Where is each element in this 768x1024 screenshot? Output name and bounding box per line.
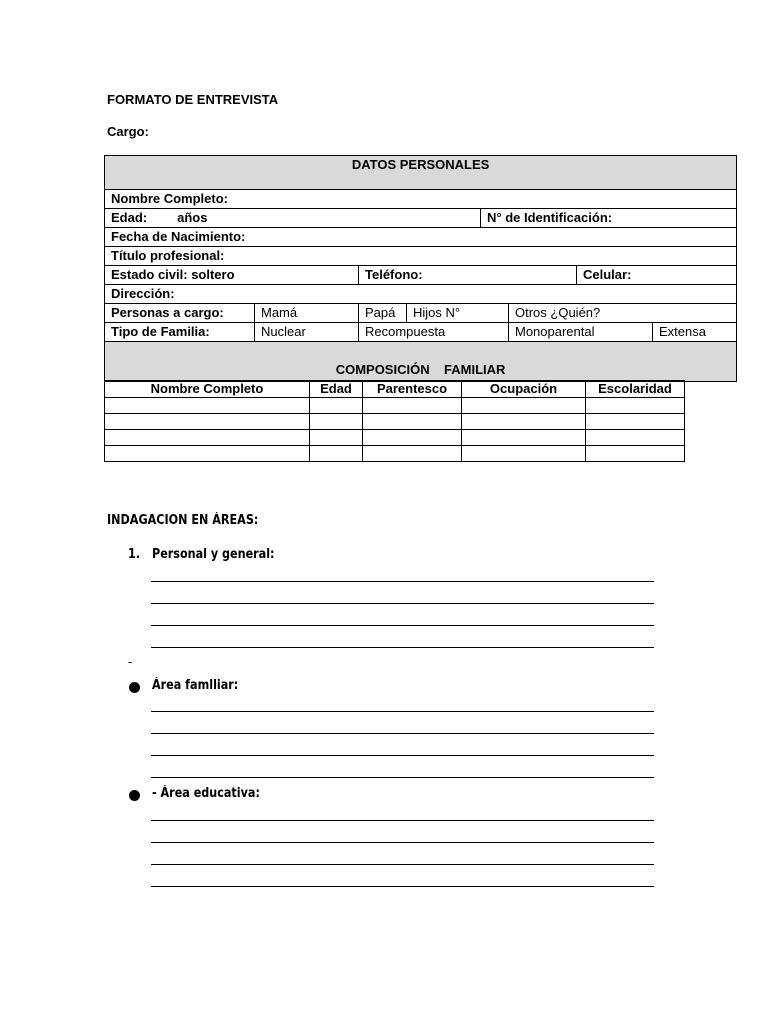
- column-header-nombre: Nombre Completo: [105, 381, 310, 398]
- nombre-completo-field[interactable]: [105, 190, 737, 209]
- column-header-edad: Edad: [310, 381, 363, 398]
- table-cell[interactable]: [462, 414, 586, 430]
- answer-line[interactable]: [151, 842, 654, 843]
- edad-label: Edad:: [111, 210, 148, 225]
- table-cell[interactable]: [586, 446, 685, 462]
- area-educativa-label: - Área educativa:: [152, 786, 260, 801]
- monoparental-option[interactable]: Monoparental: [509, 323, 653, 342]
- cargo-label: Cargo:: [107, 124, 149, 139]
- estado-civil-label: Estado civil: soltero: [111, 267, 235, 282]
- fecha-nacimiento-field[interactable]: [105, 228, 737, 247]
- titulo-profesional-label: Título profesional:: [111, 248, 225, 263]
- table-cell[interactable]: [310, 446, 363, 462]
- answer-line[interactable]: [151, 886, 654, 887]
- answer-line[interactable]: [151, 733, 654, 734]
- answer-line[interactable]: [151, 777, 654, 778]
- table-cell[interactable]: [310, 430, 363, 446]
- indagacion-heading: INDAGACION EN ÁREAS:: [107, 513, 259, 528]
- table-cell[interactable]: [462, 430, 586, 446]
- mama-option[interactable]: Mamá: [255, 304, 359, 323]
- answer-line[interactable]: [151, 625, 654, 626]
- table-cell[interactable]: [310, 398, 363, 414]
- telefono-field[interactable]: [359, 266, 577, 285]
- table-row: [105, 398, 685, 414]
- personas-cargo-label: Personas a cargo:: [105, 304, 255, 323]
- table-cell[interactable]: [462, 398, 586, 414]
- column-header-escolaridad: Escolaridad: [586, 381, 685, 398]
- recompuesta-option[interactable]: Recompuesta: [359, 323, 509, 342]
- papa-option[interactable]: Papá: [359, 304, 407, 323]
- titulo-profesional-field[interactable]: [105, 247, 737, 266]
- table-cell[interactable]: [363, 414, 462, 430]
- personal-general-label: Personal y general:: [152, 547, 275, 562]
- identificacion-label: N° de Identificación:: [487, 210, 613, 225]
- table-cell[interactable]: [586, 398, 685, 414]
- hijos-option[interactable]: Hijos N°: [407, 304, 509, 323]
- answer-line[interactable]: [151, 820, 654, 821]
- table-cell[interactable]: [363, 446, 462, 462]
- nombre-completo-label: Nombre Completo:: [111, 191, 228, 206]
- table-row: [105, 430, 685, 446]
- table-cell[interactable]: [105, 414, 310, 430]
- estado-civil-field[interactable]: [105, 266, 359, 285]
- anos-label: años: [177, 210, 208, 225]
- item1-number: 1.: [128, 547, 141, 562]
- telefono-label: Teléfono:: [365, 267, 423, 282]
- table-cell[interactable]: [363, 430, 462, 446]
- table-cell[interactable]: [586, 430, 685, 446]
- celular-label: Celular:: [583, 267, 632, 282]
- table-row: [105, 446, 685, 462]
- extensa-option[interactable]: Extensa: [653, 323, 737, 342]
- celular-field[interactable]: [577, 266, 737, 285]
- answer-line[interactable]: [151, 755, 654, 756]
- bullet-icon: [129, 682, 140, 693]
- direccion-field[interactable]: [105, 285, 737, 304]
- dash-marker: -: [128, 654, 133, 669]
- composicion-familiar-header: COMPOSICIÓN FAMILIAR: [105, 342, 737, 382]
- answer-line[interactable]: [151, 647, 654, 648]
- edad-field[interactable]: [105, 209, 481, 228]
- otros-option[interactable]: Otros ¿Quién?: [509, 304, 737, 323]
- answer-line[interactable]: [151, 581, 654, 582]
- table-cell[interactable]: [105, 446, 310, 462]
- datos-personales-table: [104, 155, 737, 382]
- answer-line[interactable]: [151, 864, 654, 865]
- answer-line[interactable]: [151, 603, 654, 604]
- identificacion-field[interactable]: [481, 209, 737, 228]
- composicion-familiar-table: [104, 380, 685, 462]
- table-cell[interactable]: [105, 398, 310, 414]
- table-cell[interactable]: [310, 414, 363, 430]
- area-familiar-label: Área famlliar:: [152, 678, 239, 693]
- tipo-familia-label: Tipo de Familia:: [105, 323, 255, 342]
- datos-personales-header: DATOS PERSONALES: [105, 156, 737, 190]
- table-cell[interactable]: [105, 430, 310, 446]
- table-row: [105, 414, 685, 430]
- column-header-parentesco: Parentesco: [363, 381, 462, 398]
- table-cell[interactable]: [462, 446, 586, 462]
- document-title: FORMATO DE ENTREVISTA: [107, 92, 279, 107]
- direccion-label: Dirección:: [111, 286, 175, 301]
- nuclear-option[interactable]: Nuclear: [255, 323, 359, 342]
- answer-line[interactable]: [151, 711, 654, 712]
- column-header-ocupacion: Ocupación: [462, 381, 586, 398]
- bullet-icon: [129, 790, 140, 801]
- fecha-nacimiento-label: Fecha de Nacimiento:: [111, 229, 246, 244]
- table-cell[interactable]: [586, 414, 685, 430]
- table-cell[interactable]: [363, 398, 462, 414]
